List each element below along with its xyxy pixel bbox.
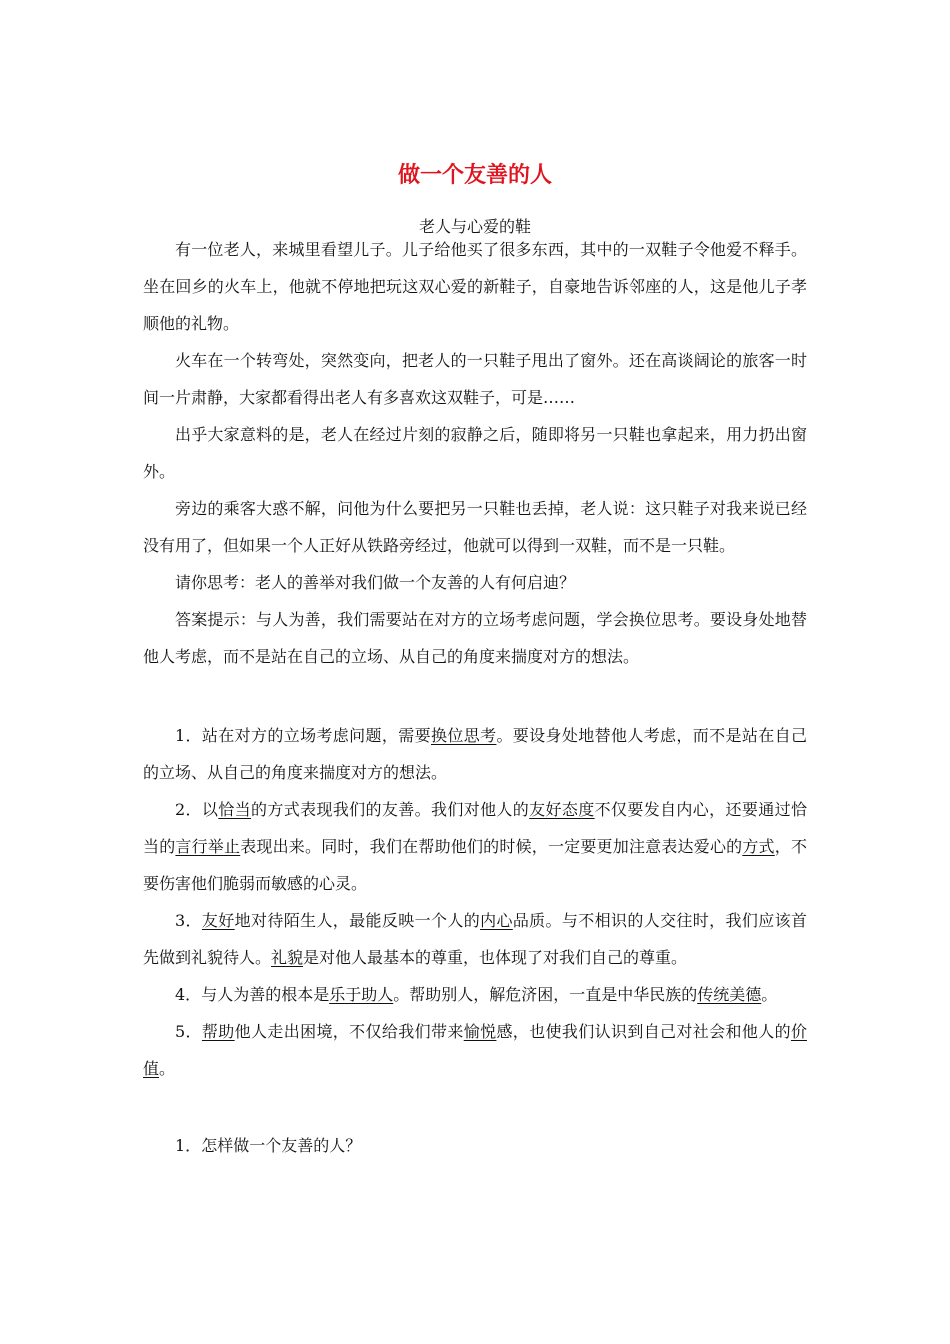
point-text: 与人为善的根本是 <box>201 985 330 1004</box>
knowledge-points <box>143 717 807 1087</box>
story-paragraph: 火车在一个转弯处，突然变向，把老人的一只鞋子甩出了窗外。还在高谈阔论的旅客一时间一片肃静，大家都看得出老人有多喜欢这双鞋子，可是…… <box>143 351 807 407</box>
point-text: 品质。与不相识的人交往时，我们应该首先做到礼貌待人。 <box>143 911 807 967</box>
key-term: 帮助 <box>201 1022 235 1041</box>
knowledge-point <box>143 976 807 1013</box>
point-text: 。 <box>159 1059 176 1078</box>
question-list <box>143 1127 807 1164</box>
point-text: 不仅要发自内心，还要通过恰当的 <box>143 800 807 856</box>
point-text: 的方式表现我们的友善。我们对他人的 <box>251 800 530 819</box>
thinking-question: 请你思考：老人的善举对我们做一个友善的人有何启迪？ <box>175 573 576 592</box>
story-paragraph: 旁边的乘客大惑不解，问他为什么要把另一只鞋也丢掉，老人说：这只鞋子对我来说已经没有用了，但如果一个人正好从铁路旁经过，他就可以得到一双鞋，而不是一只鞋。 <box>143 499 807 555</box>
point-text: 他人走出困境，不仅给我们带来 <box>234 1022 464 1041</box>
point-text: 。要设身处地替他人考虑，而不是站在自己的立场、从自己的角度来揣度对方的想法。 <box>143 726 807 782</box>
point-number: 3． <box>175 911 202 930</box>
key-term: 内心 <box>480 911 513 930</box>
key-term: 换位思考 <box>430 726 497 745</box>
point-number: 5． <box>175 1022 202 1041</box>
point-number: 1． <box>175 726 202 745</box>
answer-hint: 答案提示：与人为善，我们需要站在对方的立场考虑问题，学会换位思考。要设身处地替他人考虑，而不是站在自己的立场、从自己的角度来揣度对方的想法。 <box>143 610 807 666</box>
key-term: 恰当 <box>218 800 252 819</box>
point-text: ，不要伤害他们脆弱而敏感的心灵。 <box>143 837 807 893</box>
key-term: 友好态度 <box>529 800 595 819</box>
key-term: 传统美德 <box>697 985 762 1004</box>
knowledge-point <box>143 717 807 791</box>
point-text: 感，也使我们认识到自己对社会和他人的 <box>496 1022 791 1041</box>
page-title: 做一个友善的人 <box>397 163 552 188</box>
question-number: 1． <box>175 1136 202 1155</box>
point-text: 。帮助别人，解危济困，一直是中华民族的 <box>393 985 698 1004</box>
knowledge-point <box>143 791 807 902</box>
point-text: 表现出来。同时，我们在帮助他们的时候，一定要更加注意表达爱心的 <box>240 837 743 856</box>
point-text: 是对他人最基本的尊重，也体现了对我们自己的尊重。 <box>303 948 688 967</box>
key-term: 方式 <box>742 837 775 856</box>
story-paragraph: 出乎大家意料的是，老人在经过片刻的寂静之后，随即将另一只鞋也拿起来，用力扔出窗外。 <box>143 425 807 481</box>
key-term: 友好 <box>201 911 235 930</box>
story-heading: 老人与心爱的鞋 <box>418 217 531 236</box>
point-text: 地对待陌生人，最能反映一个人的 <box>234 911 481 930</box>
story-section <box>143 231 807 675</box>
question-item <box>143 1127 807 1164</box>
knowledge-point <box>143 1013 807 1087</box>
key-term: 价值 <box>143 1022 807 1078</box>
key-term: 乐于助人 <box>329 985 394 1004</box>
key-term: 愉悦 <box>463 1022 497 1041</box>
point-text: 站在对方的立场考虑问题，需要 <box>201 726 431 745</box>
point-text: 以 <box>201 800 219 819</box>
point-number: 2． <box>175 800 202 819</box>
question-text: 怎样做一个友善的人？ <box>201 1136 362 1155</box>
key-term: 言行举止 <box>175 837 241 856</box>
point-number: 4． <box>175 985 202 1004</box>
key-term: 礼貌 <box>271 948 304 967</box>
point-text: 。 <box>761 985 778 1004</box>
knowledge-point <box>143 902 807 976</box>
story-paragraph: 有一位老人，来城里看望儿子。儿子给他买了很多东西，其中的一双鞋子令他爱不释手。坐在回乡的火车上，他就不停地把玩这双心爱的新鞋子，自豪地告诉邻座的人，这是他儿子孝顺他的礼物。 <box>143 240 807 333</box>
